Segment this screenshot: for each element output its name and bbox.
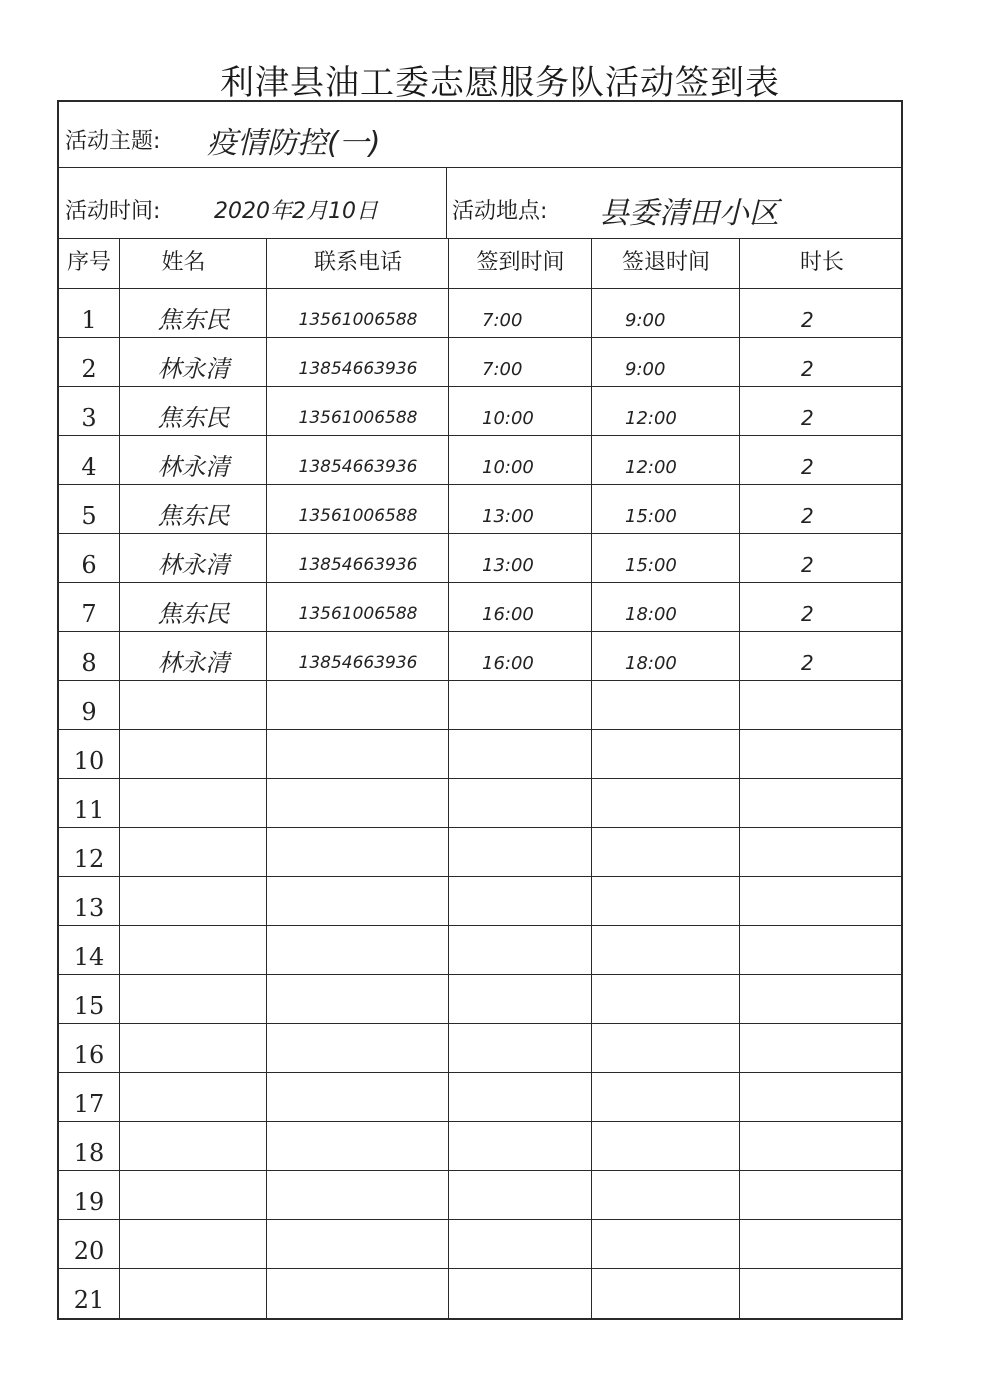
- row-sign-in: 16:00: [482, 604, 534, 625]
- divider: [59, 288, 901, 289]
- table-row: [59, 1276, 901, 1325]
- row-sign-in: 16:00: [482, 653, 534, 674]
- row-sign-out: 18:00: [625, 653, 677, 674]
- row-seq: 19: [73, 1188, 105, 1216]
- row-seq: 4: [81, 453, 97, 481]
- row-duration: 2: [801, 553, 814, 577]
- row-duration: 2: [801, 602, 814, 626]
- row-line: [59, 778, 901, 779]
- row-line: [59, 582, 901, 583]
- row-line: [59, 876, 901, 877]
- row-line: [59, 1170, 901, 1171]
- row-sign-in: 10:00: [482, 408, 534, 429]
- row-name: 焦东民: [157, 306, 230, 334]
- header-phone: 联系电话: [313, 250, 402, 275]
- row-duration: 2: [801, 651, 814, 675]
- row-seq: 2: [81, 355, 97, 383]
- row-line: [59, 435, 901, 436]
- row-seq: 13: [73, 894, 105, 922]
- row-duration: 2: [801, 406, 814, 430]
- row-line: [59, 533, 901, 534]
- page-title: 利津县油工委志愿服务队活动签到表: [220, 63, 780, 103]
- row-seq: 5: [81, 502, 97, 530]
- row-seq: 3: [81, 404, 97, 432]
- row-line: [59, 1023, 901, 1024]
- row-phone: 13561006588: [298, 604, 418, 624]
- row-seq: 15: [73, 992, 105, 1020]
- row-line: [59, 1268, 901, 1269]
- row-line: [59, 484, 901, 485]
- row-phone: 13561006588: [298, 310, 418, 330]
- row-line: [59, 337, 901, 338]
- row-seq: 17: [73, 1090, 105, 1118]
- row-sign-out: 12:00: [625, 457, 677, 478]
- row-seq: 8: [81, 649, 97, 677]
- row-sign-out: 12:00: [625, 408, 677, 429]
- sign-in-sheet: [57, 100, 903, 1320]
- row-duration: 2: [801, 455, 814, 479]
- time-value: 2020年2月10日: [214, 199, 378, 224]
- row-seq: 10: [73, 747, 105, 775]
- header-sign-out: 签退时间: [621, 250, 710, 275]
- row-seq: 1: [81, 306, 97, 334]
- row-phone: 13854663936: [298, 555, 418, 575]
- row-duration: 2: [801, 308, 814, 332]
- row-sign-out: 9:00: [625, 359, 666, 380]
- row-line: [59, 729, 901, 730]
- row-line: [59, 1219, 901, 1220]
- divider: [59, 167, 901, 168]
- row-seq: 12: [73, 845, 105, 873]
- row-sign-in: 10:00: [482, 457, 534, 478]
- row-line: [59, 974, 901, 975]
- header-seq: 序号: [66, 250, 111, 275]
- row-name: 焦东民: [157, 502, 230, 530]
- row-seq: 18: [73, 1139, 105, 1167]
- row-name: 林永清: [157, 355, 230, 383]
- time-label: 活动时间:: [65, 199, 161, 224]
- header-name: 姓名: [161, 250, 206, 275]
- row-phone: 13561006588: [298, 506, 418, 526]
- place-value: 县委清田小区: [599, 196, 779, 231]
- row-seq: 6: [81, 551, 97, 579]
- row-sign-in: 7:00: [482, 310, 523, 331]
- row-phone: 13561006588: [298, 408, 418, 428]
- divider: [446, 167, 447, 239]
- header-duration: 时长: [799, 250, 844, 275]
- row-line: [59, 925, 901, 926]
- row-duration: 2: [801, 357, 814, 381]
- row-sign-out: 15:00: [625, 555, 677, 576]
- row-sign-out: 15:00: [625, 506, 677, 527]
- row-seq: 14: [73, 943, 105, 971]
- header-sign-in: 签到时间: [476, 250, 565, 275]
- row-sign-out: 18:00: [625, 604, 677, 625]
- row-line: [59, 386, 901, 387]
- row-name: 林永清: [157, 453, 230, 481]
- row-sign-out: 9:00: [625, 310, 666, 331]
- row-line: [59, 1121, 901, 1122]
- row-name: 焦东民: [157, 404, 230, 432]
- row-phone: 13854663936: [298, 359, 418, 379]
- row-name: 林永清: [157, 551, 230, 579]
- row-seq: 9: [81, 698, 97, 726]
- row-line: [59, 1072, 901, 1073]
- row-seq: 11: [73, 796, 105, 824]
- place-label: 活动地点:: [452, 199, 548, 224]
- theme-value: 疫情防控(一): [207, 126, 381, 161]
- row-line: [59, 827, 901, 828]
- row-line: [59, 631, 901, 632]
- row-sign-in: 7:00: [482, 359, 523, 380]
- row-seq: 20: [73, 1237, 105, 1265]
- row-name: 焦东民: [157, 600, 230, 628]
- row-seq: 21: [73, 1286, 105, 1314]
- row-name: 林永清: [157, 649, 230, 677]
- row-sign-in: 13:00: [482, 506, 534, 527]
- row-duration: 2: [801, 504, 814, 528]
- theme-label: 活动主题:: [65, 129, 161, 154]
- row-phone: 13854663936: [298, 653, 418, 673]
- row-phone: 13854663936: [298, 457, 418, 477]
- row-line: [59, 680, 901, 681]
- row-seq: 7: [81, 600, 97, 628]
- row-seq: 16: [73, 1041, 105, 1069]
- row-sign-in: 13:00: [482, 555, 534, 576]
